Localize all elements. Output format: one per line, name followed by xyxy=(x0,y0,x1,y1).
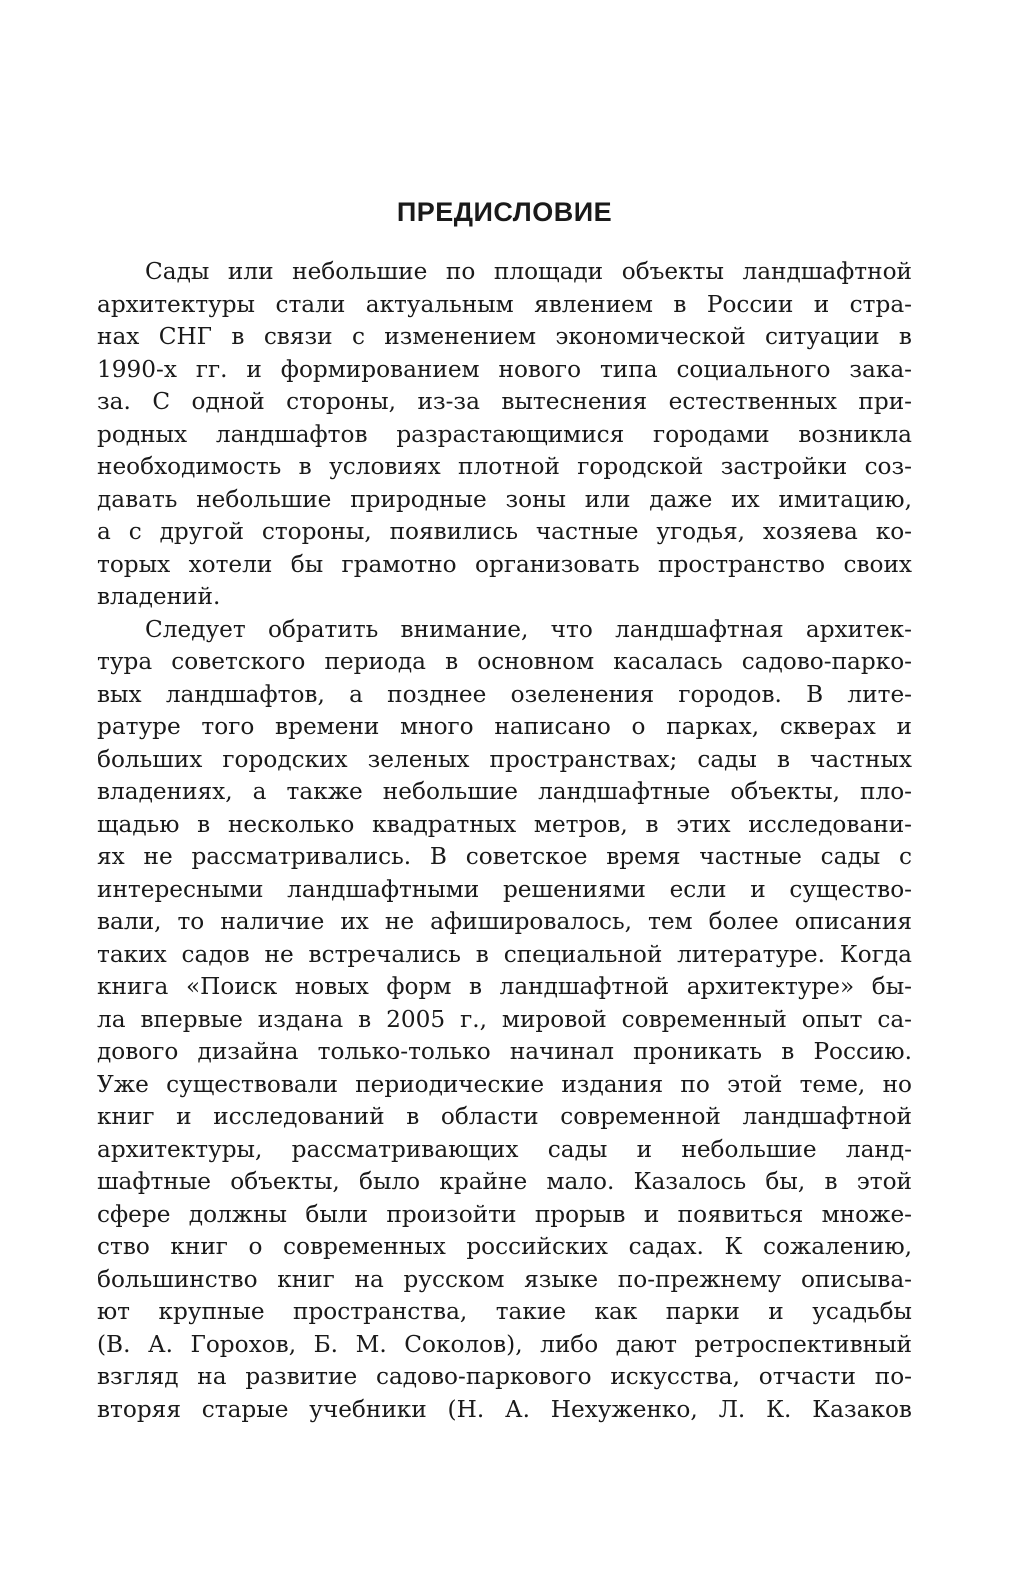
page-title: ПРЕДИСЛОВИЕ xyxy=(396,197,613,227)
text-line: Уже существовали периодические издания по этой теме, но xyxy=(97,1070,912,1098)
text-line: родных ландшафтов разрастающимися городами возникла xyxy=(97,420,912,448)
text-line: ство книг о современных российских садах. К сожалению, xyxy=(97,1233,912,1260)
text-line: книг и исследований в области современной ландшафтной xyxy=(97,1103,912,1130)
text-line: больших городских зеленых пространствах; сады в частных xyxy=(97,745,912,773)
text-line: Следует обратить внимание, что ландшафтная архитек- xyxy=(145,615,912,643)
text-line: а с другой стороны, появились частные угодья, хозяева ко- xyxy=(97,518,912,545)
text-line: интересными ландшафтными решениями если и существо- xyxy=(97,875,912,903)
text-line: необходимость в условиях плотной городской застройки соз- xyxy=(97,453,912,480)
text-line: владений. xyxy=(97,583,221,610)
text-line: ратуре того времени много написано о парках, скверах и xyxy=(97,713,912,740)
text-line: за. С одной стороны, из-за вытеснения естественных при- xyxy=(97,388,912,415)
text-line: Сады или небольшие по площади объекты ландшафтной xyxy=(145,258,912,285)
text-line: книга «Поиск новых форм в ландшафтной архитектуре» бы- xyxy=(97,973,912,1000)
text-line: (В. А. Горохов, Б. М. Соколов), либо дают ретроспективный xyxy=(97,1330,912,1358)
text-line: щадью в несколько квадратных метров, в этих исследовани- xyxy=(97,810,912,838)
text-line: большинство книг на русском языке по-прежнему описыва- xyxy=(97,1265,912,1293)
document-page xyxy=(97,190,912,1426)
text-line: архитектуры стали актуальным явлением в России и стра- xyxy=(97,290,912,318)
text-line: дового дизайна только-только начинал проникать в Россию. xyxy=(97,1038,912,1065)
text-line: шафтные объекты, было крайне мало. Казалось бы, в этой xyxy=(97,1168,912,1195)
text-line: вых ландшафтов, а позднее озеленения городов. В лите- xyxy=(97,680,912,708)
text-line: взгляд на развитие садово-паркового искусства, отчасти по- xyxy=(97,1363,912,1390)
text-line: ют крупные пространства, такие как парки и усадьбы xyxy=(97,1298,912,1325)
text-line: ла впервые издана в 2005 г., мировой современный опыт са- xyxy=(97,1005,912,1033)
text-line: тура советского периода в основном касалась садово-парко- xyxy=(97,648,912,675)
text-line: 1990-х гг. и формированием нового типа социального зака- xyxy=(97,355,912,383)
text-line: архитектуры, рассматривающих сады и небольшие ланд- xyxy=(97,1135,912,1163)
text-line: нах СНГ в связи с изменением экономической ситуации в xyxy=(97,323,912,350)
text-line: вали, то наличие их не афишировалось, тем более описания xyxy=(97,908,912,935)
text-line: вторяя старые учебники (Н. А. Нехуженко, Л. К. Казаков xyxy=(97,1395,912,1423)
text-line: владениях, а также небольшие ландшафтные объекты, пло- xyxy=(97,778,912,805)
text-line: ях не рассматривались. В советское время частные сады с xyxy=(97,843,912,870)
text-line: сфере должны были произойти прорыв и появиться множе- xyxy=(97,1200,912,1228)
text-line: давать небольшие природные зоны или даже их имитацию, xyxy=(97,485,912,513)
paragraph-2 xyxy=(97,614,912,1427)
paragraph-1 xyxy=(97,256,912,614)
text-line: торых хотели бы грамотно организовать пространство своих xyxy=(97,550,912,578)
text-line: таких садов не встречались в специальной литературе. Когда xyxy=(97,940,912,968)
